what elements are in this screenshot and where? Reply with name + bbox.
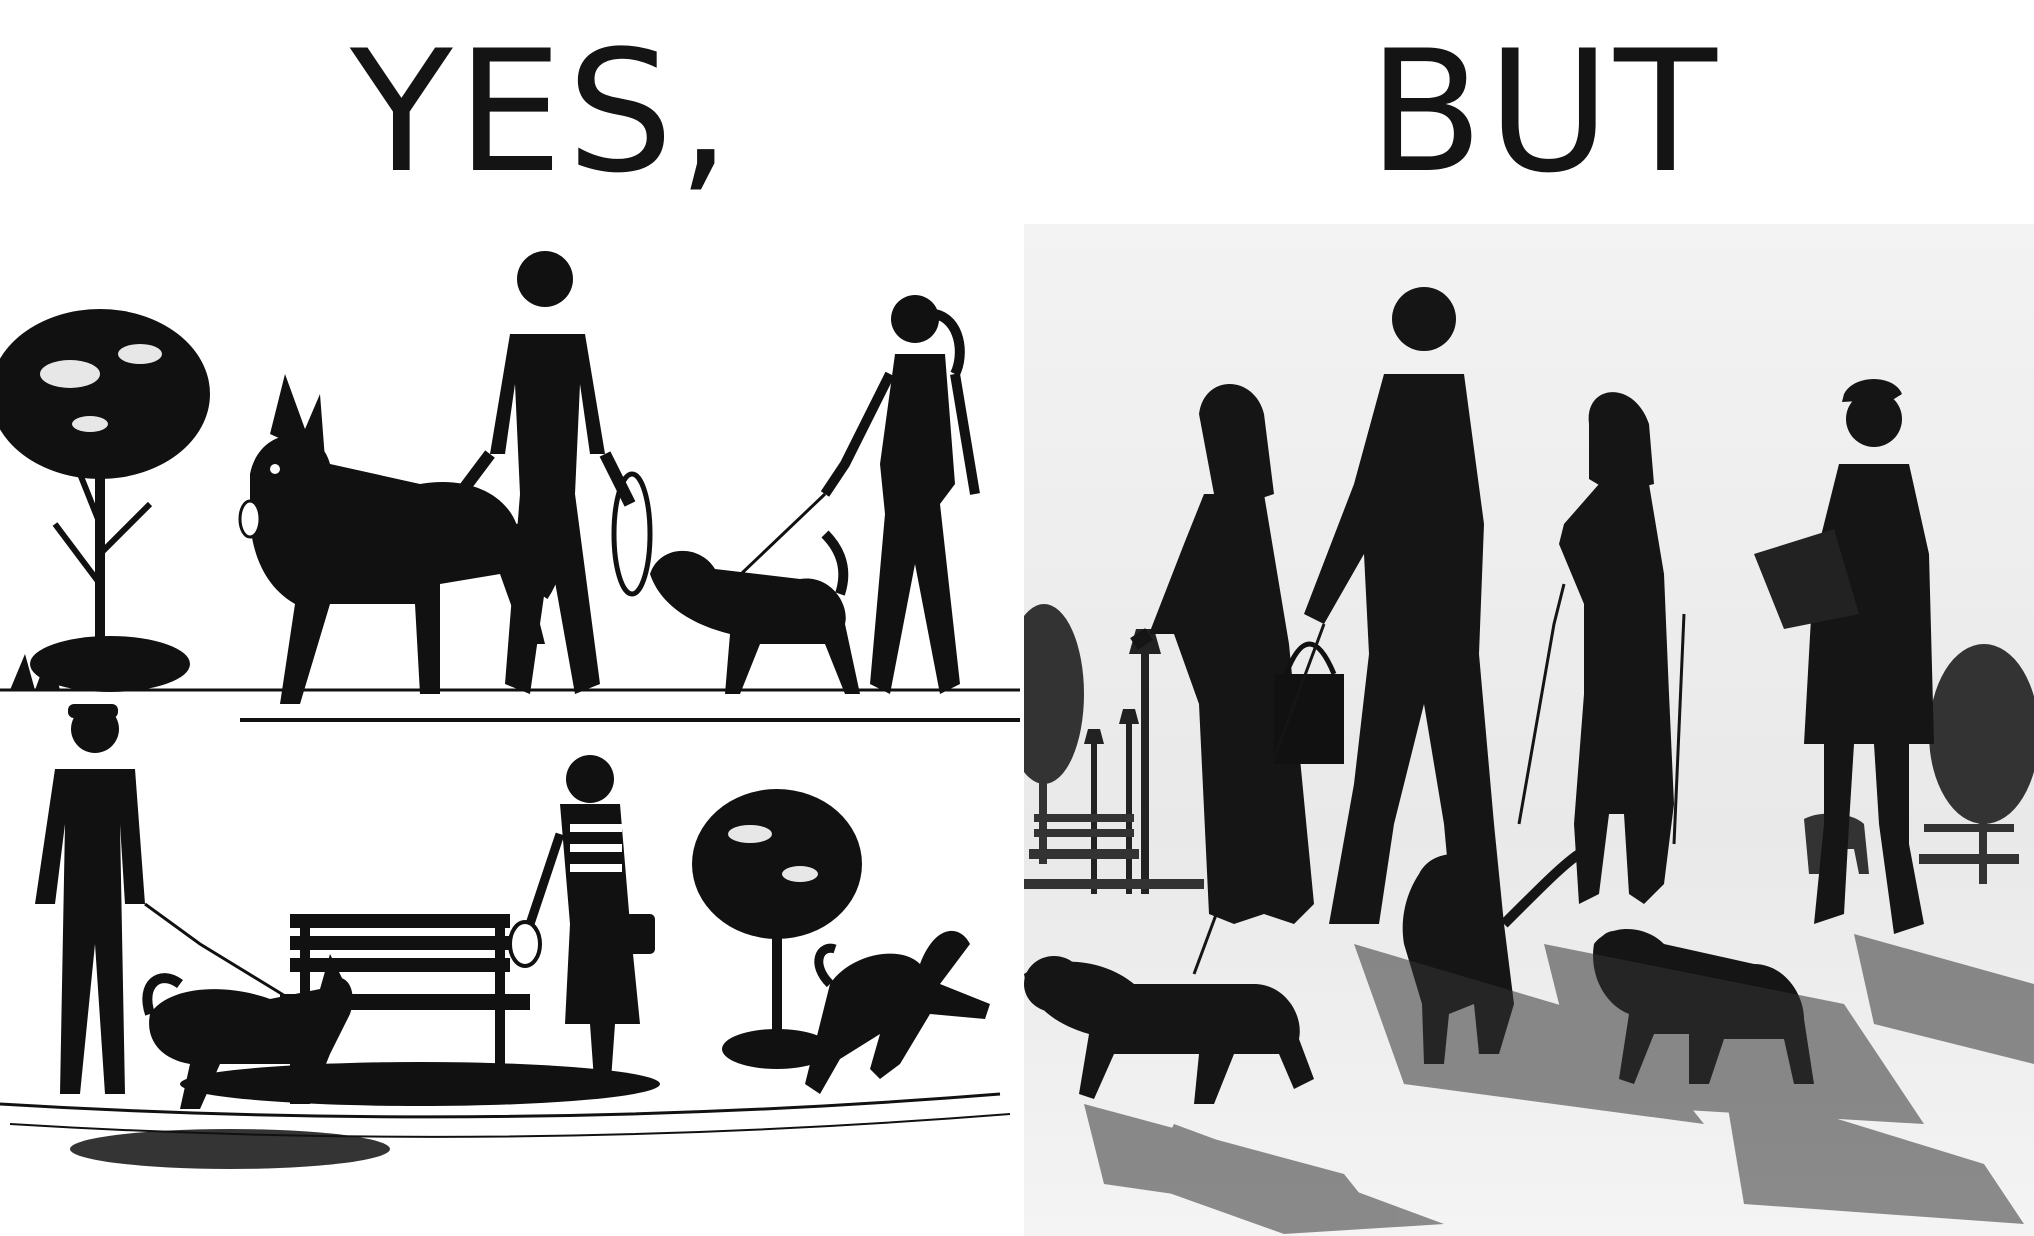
- caption-yes: YES,: [350, 14, 735, 210]
- panel-but: [1024, 224, 2034, 1236]
- man-tablet-icon: [1754, 379, 1934, 934]
- man-walking-icon: [330, 251, 650, 694]
- panel-but-illustration: [1024, 224, 2034, 1236]
- bench-icon: [1919, 824, 2019, 864]
- tree-icon: [0, 309, 210, 692]
- caption-but: BUT: [1368, 14, 1721, 210]
- dog-jumping-icon: [805, 931, 990, 1094]
- tree-icon: [1024, 604, 1084, 864]
- woman-bag-icon: [510, 755, 655, 1094]
- bench-icon: [1024, 814, 1204, 889]
- woman-center-icon: [1519, 392, 1684, 904]
- shadow-shape: [70, 1129, 390, 1169]
- tree-icon: [1929, 644, 2034, 884]
- shadow-shape: [1084, 934, 2034, 1234]
- panel-yes: [0, 224, 1020, 1236]
- panel-yes-illustration: [0, 224, 1020, 1236]
- dog-small-icon: [650, 534, 860, 694]
- dog-foreground-icon: [1024, 956, 1314, 1104]
